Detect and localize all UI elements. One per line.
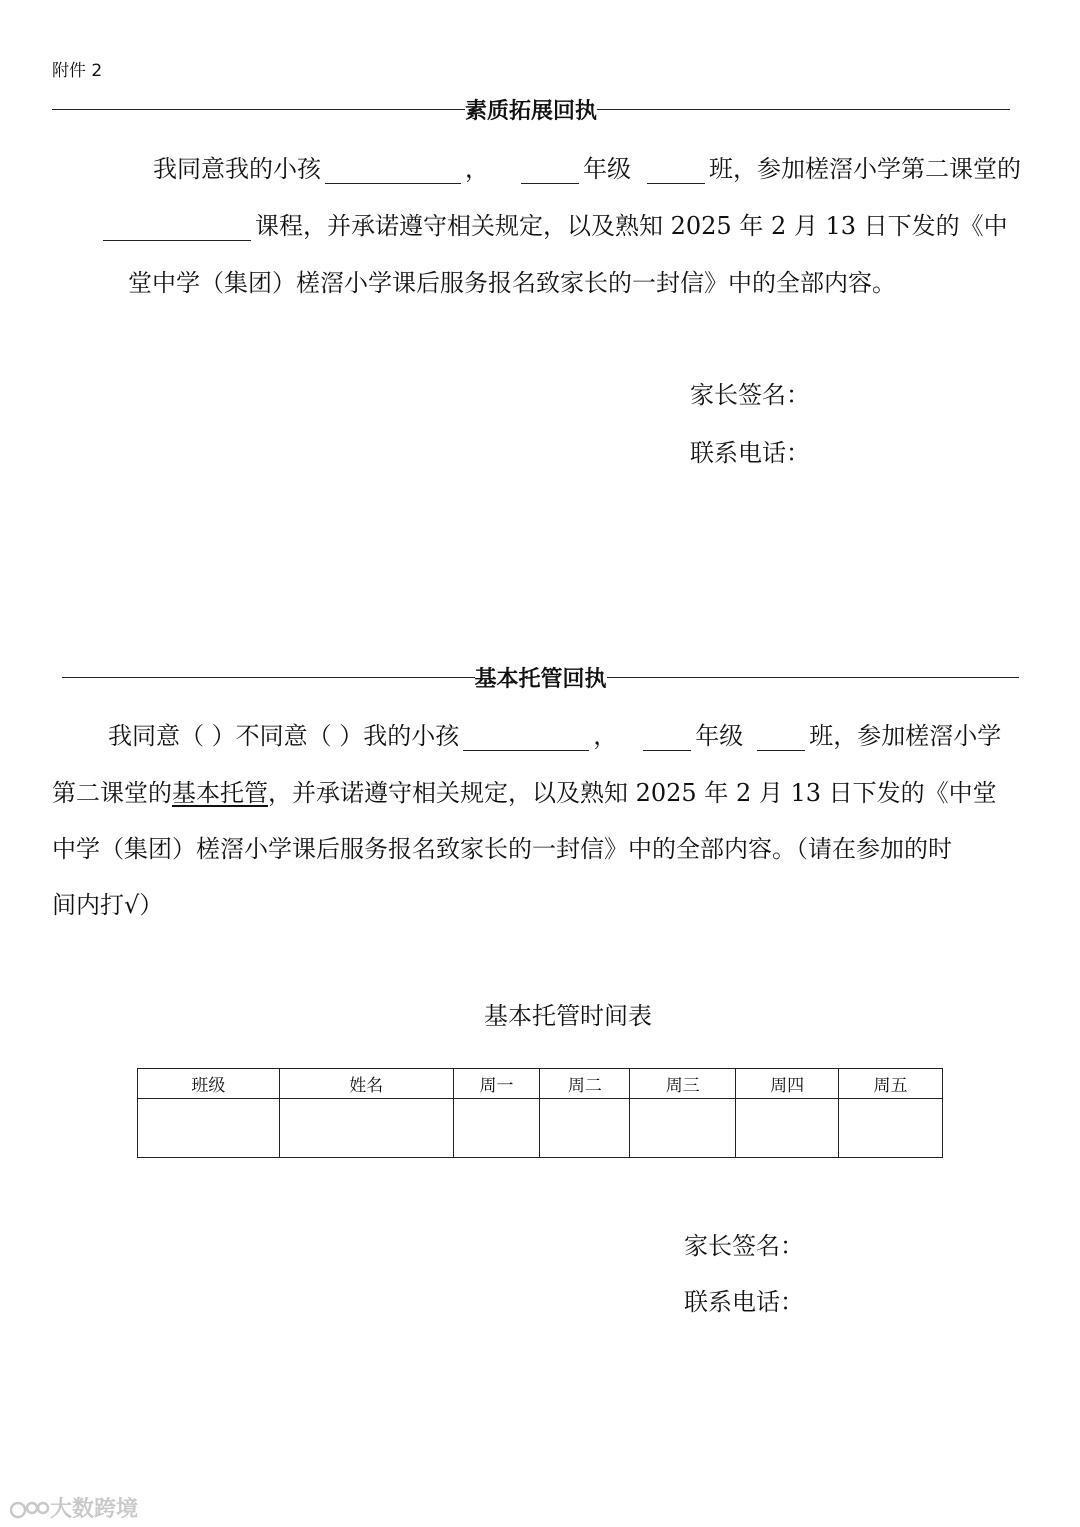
section1-line2 xyxy=(103,206,1008,241)
section1-heading: 素质拓展回执 xyxy=(465,98,598,124)
section2-line1 xyxy=(108,716,1001,751)
cell-thursday[interactable] xyxy=(736,1099,839,1158)
divider-line-left xyxy=(52,109,465,110)
text-class: 班，参加槎滘小学 xyxy=(809,722,1002,750)
watermark xyxy=(10,1492,138,1523)
section1-phone: 联系电话： xyxy=(690,439,810,467)
text-consent-choice: 我同意（ ）不同意（ ）我的小孩 xyxy=(108,722,460,750)
attachment-label: 附件 2 xyxy=(52,61,103,81)
table-row xyxy=(138,1099,943,1158)
section2-line2 xyxy=(52,773,997,808)
section2-phone: 联系电话： xyxy=(684,1288,804,1316)
text-comma: ， xyxy=(465,155,489,183)
text-class: 班，参加槎滘小学第二课堂的 xyxy=(709,155,1021,183)
cell-wednesday[interactable] xyxy=(630,1099,736,1158)
timetable-title: 基本托管时间表 xyxy=(484,1002,652,1030)
section1-line1 xyxy=(153,149,1021,184)
header-thursday: 周四 xyxy=(736,1069,839,1099)
basic-care-term: 基本托管 xyxy=(172,779,268,807)
section1-parent-signature: 家长签名： xyxy=(690,381,810,409)
text-grade: 年级 xyxy=(695,722,744,750)
header-wednesday: 周三 xyxy=(630,1069,736,1099)
watermark-logo-icon xyxy=(10,1499,50,1521)
divider-line-right xyxy=(597,109,1010,110)
cell-friday[interactable] xyxy=(839,1099,943,1158)
text-comma: ， xyxy=(593,722,618,750)
grade-blank[interactable] xyxy=(521,157,579,184)
text-second-class: 第二课堂的 xyxy=(52,779,172,807)
cell-tuesday[interactable] xyxy=(540,1099,630,1158)
section2-heading: 基本托管回执 xyxy=(474,666,607,692)
header-class: 班级 xyxy=(138,1069,280,1099)
cell-name[interactable] xyxy=(279,1099,453,1158)
section1-line3: 堂中学（集团）槎滘小学课后服务报名致家长的一封信》中的全部内容。 xyxy=(128,269,896,297)
section2-divider xyxy=(62,662,1019,693)
header-friday: 周五 xyxy=(839,1069,943,1099)
section1-divider xyxy=(52,94,1010,125)
header-name: 姓名 xyxy=(279,1069,453,1099)
timetable-header-row xyxy=(138,1069,943,1099)
section2-parent-signature: 家长签名： xyxy=(684,1232,804,1260)
class-blank[interactable] xyxy=(757,724,805,751)
text-grade: 年级 xyxy=(583,155,631,183)
text-consent: 我同意我的小孩 xyxy=(153,155,321,183)
watermark-text: 大数跨境 xyxy=(50,1497,139,1522)
section2-line3: 中学（集团）槎滘小学课后服务报名致家长的一封信》中的全部内容。（请在参加的时 xyxy=(52,835,952,863)
section2-line4: 间内打√） xyxy=(52,891,164,919)
cell-monday[interactable] xyxy=(453,1099,540,1158)
child-name-blank[interactable] xyxy=(325,157,461,184)
header-tuesday: 周二 xyxy=(540,1069,630,1099)
divider-line-right xyxy=(607,677,1020,678)
text-commitment: ，并承诺遵守相关规定，以及熟知 2025 年 2 月 13 日下发的《中堂 xyxy=(268,779,997,807)
timetable xyxy=(137,1068,943,1158)
cell-class[interactable] xyxy=(138,1099,280,1158)
class-blank[interactable] xyxy=(647,157,705,184)
text-course: 课程，并承诺遵守相关规定，以及熟知 2025 年 2 月 13 日下发的《中 xyxy=(255,212,1008,240)
grade-blank[interactable] xyxy=(643,724,691,751)
course-blank[interactable] xyxy=(103,214,251,241)
header-monday: 周一 xyxy=(453,1069,540,1099)
divider-line-left xyxy=(62,677,475,678)
child-name-blank[interactable] xyxy=(463,724,589,751)
